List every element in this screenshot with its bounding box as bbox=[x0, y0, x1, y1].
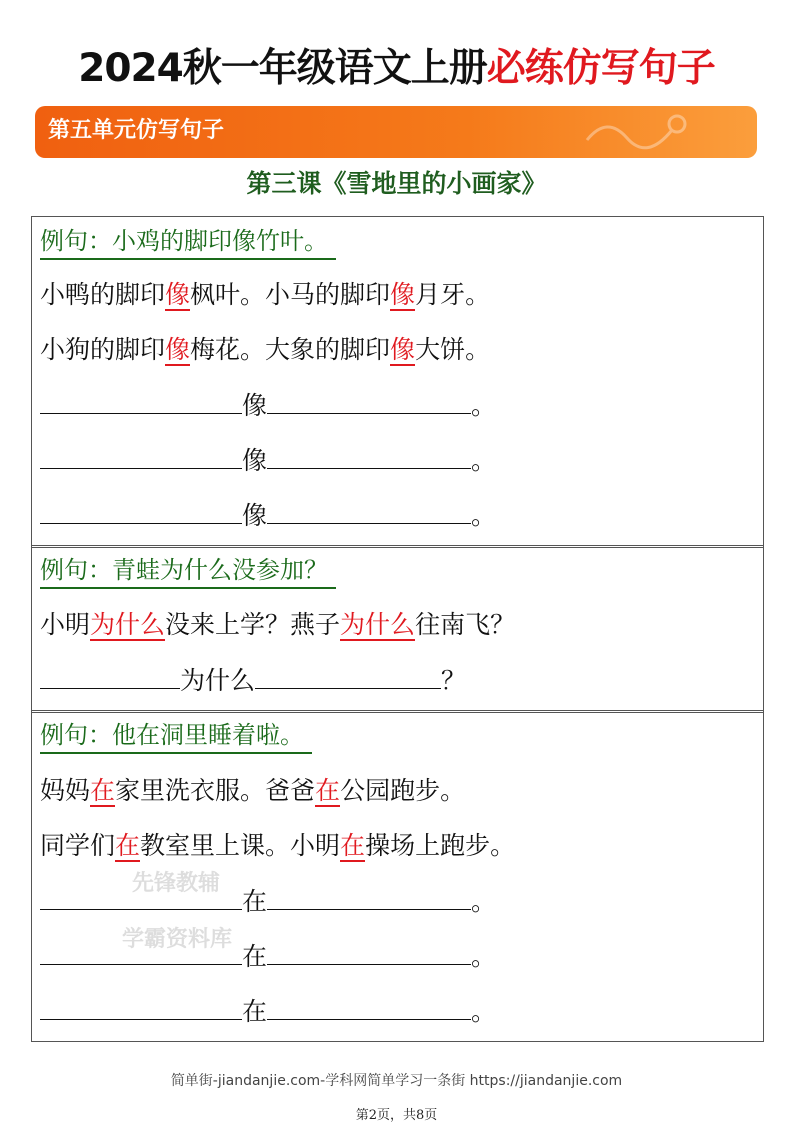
answer-blank[interactable] bbox=[40, 387, 242, 414]
fill-in-line: 在 。 bbox=[40, 938, 496, 975]
sample-line: 小鸭的脚印像枫叶。小马的脚印像月牙。 bbox=[40, 280, 491, 309]
keyword-highlight: 在 bbox=[90, 776, 116, 805]
keyword-highlight: 像 bbox=[390, 335, 416, 364]
keyword-highlight: 为什么 bbox=[340, 610, 416, 639]
keyword-highlight: 在 bbox=[340, 831, 366, 860]
answer-blank[interactable] bbox=[40, 497, 242, 524]
example-sentence: 例句：小鸡的脚印像竹叶。 bbox=[40, 224, 336, 260]
fill-in-line: 为什么 ？ bbox=[40, 662, 466, 699]
fill-in-line: 像 。 bbox=[40, 497, 496, 534]
fill-in-line: 像 。 bbox=[40, 442, 496, 479]
keyword-highlight: 像 bbox=[165, 280, 191, 309]
fill-in-line: 在 。 bbox=[40, 883, 496, 920]
answer-blank[interactable] bbox=[267, 497, 471, 524]
answer-blank[interactable] bbox=[267, 387, 471, 414]
sample-line: 小明为什么没来上学？燕子为什么往南飞？ bbox=[40, 610, 516, 639]
keyword-highlight: 在 bbox=[315, 776, 341, 805]
unit-banner bbox=[35, 106, 757, 158]
example-sentence: 例句：他在洞里睡着啦。 bbox=[40, 718, 312, 754]
page-number: 第2页，共8页 bbox=[355, 1108, 438, 1123]
keyword-highlight: 像 bbox=[165, 335, 191, 364]
answer-blank[interactable] bbox=[267, 442, 471, 469]
answer-blank[interactable] bbox=[40, 993, 242, 1020]
sample-line: 妈妈在家里洗衣服。爸爸在公园跑步。 bbox=[40, 776, 466, 805]
fill-in-line: 像 。 bbox=[40, 387, 496, 424]
answer-blank[interactable] bbox=[267, 938, 471, 965]
watermark-text: 先锋教辅 bbox=[132, 870, 221, 896]
exercise-section-2 bbox=[31, 545, 764, 713]
footer-text: 简单街-jiandanjie.com-学科网简单学习一条街 https://jiandanjie.com bbox=[170, 1073, 623, 1089]
sample-line: 同学们在教室里上课。小明在操场上跑步。 bbox=[40, 831, 516, 860]
keyword-highlight: 像 bbox=[390, 280, 416, 309]
keyword-highlight: 为什么 bbox=[90, 610, 166, 639]
decorative-doodle-icon bbox=[577, 110, 697, 154]
answer-blank[interactable] bbox=[255, 662, 441, 689]
answer-blank[interactable] bbox=[267, 883, 471, 910]
title-main: 2024秋一年级语文上册 bbox=[78, 46, 487, 91]
example-sentence: 例句：青蛙为什么没参加？ bbox=[40, 553, 336, 589]
unit-banner-label: 第五单元仿写句子 bbox=[48, 118, 225, 143]
watermark-text: 学霸资料库 bbox=[122, 926, 233, 952]
answer-blank[interactable] bbox=[40, 662, 180, 689]
exercise-section-1 bbox=[31, 216, 764, 548]
sample-line: 小狗的脚印像梅花。大象的脚印像大饼。 bbox=[40, 335, 491, 364]
fill-in-line: 在 。 bbox=[40, 993, 496, 1030]
lesson-title: 第三课《雪地里的小画家》 bbox=[246, 169, 547, 198]
title-highlight: 必练仿写句子 bbox=[486, 46, 715, 91]
page-title bbox=[0, 44, 793, 94]
keyword-highlight: 在 bbox=[115, 831, 141, 860]
answer-blank[interactable] bbox=[40, 442, 242, 469]
answer-blank[interactable] bbox=[267, 993, 471, 1020]
